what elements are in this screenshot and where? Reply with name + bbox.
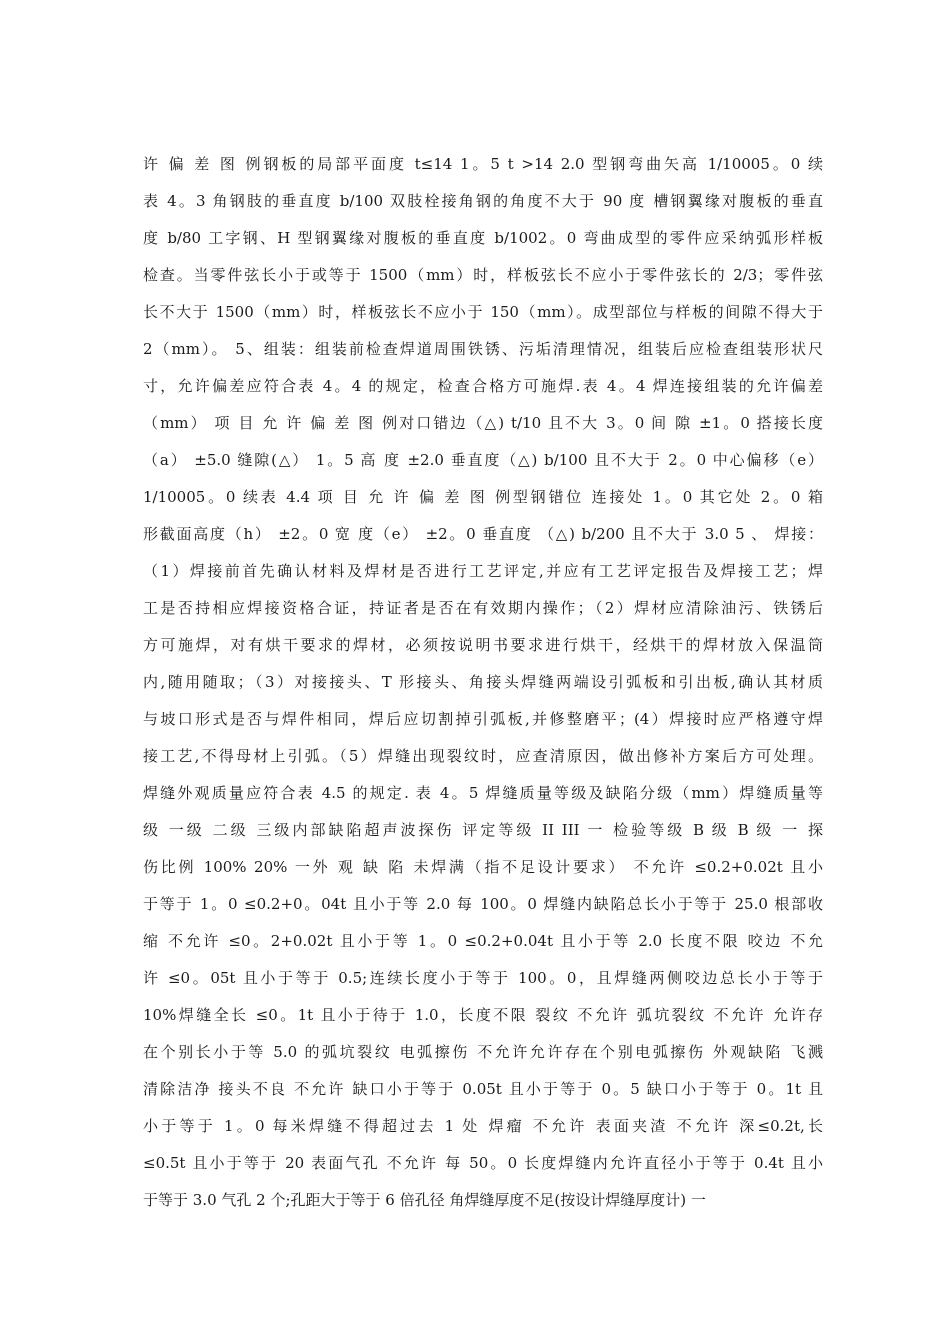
text-line: 与坡口形式是否与焊件相同，焊后应切割掉引弧板,并修整磨平；(4）焊接时应严格遵守焊 <box>143 710 823 728</box>
text-line: 在个别长小于等 5.0 的弧坑裂纹 电弧擦伤 不允许允许存在个别电弧擦伤 外观缺陷 飞溅 <box>143 1043 823 1061</box>
text-line: 工是否持相应焊接资格合证，持证者是否在有效期内操作；（2）焊材应清除油污、铁锈后 <box>143 599 823 617</box>
text-line: （1）焊接前首先确认材料及焊材是否进行工艺评定,并应有工艺评定报告及焊接工艺；焊 <box>143 562 823 580</box>
text-line: 方可施焊，对有烘干要求的焊材，必须按说明书要求进行烘干，经烘干的焊材放入保温筒 <box>143 636 823 654</box>
text-line: 于等于 3.0 气孔 2 个;孔距大于等于 6 倍孔径 角焊缝厚度不足(按设计焊缝厚度计) 一 <box>143 1191 706 1209</box>
text-line: 许 偏 差 图 例钢板的局部平面度 t≤14 1。5 t >14 2.0 型钢弯曲矢高 1/10005。0 续 <box>143 155 823 173</box>
text-line: 检查。当零件弦长小于或等于 1500（mm）时，样板弦长不应小于零件弦长的 2/3；零件弦 <box>143 266 823 284</box>
text-line: 1/10005。0 续表 4.4 项 目 允 许 偏 差 图 例型钢错位 连接处 1。0 其它处 2。0 箱 <box>143 488 823 506</box>
text-line: 级 一级 二级 三级内部缺陷超声波探伤 评定等级 II III 一 检验等级 B 级 B 级 一 探 <box>143 821 823 839</box>
text-line: 许 ≤0。05t 且小于等于 0.5;连续长度小于等于 100。0，且焊缝两侧咬边总长小于等于 <box>143 969 823 987</box>
text-line: 度 b/80 工字钢、H 型钢翼缘对腹板的垂直度 b/1002。0 弯曲成型的零件应采纳弧形样板 <box>143 229 823 247</box>
text-line: ≤0.5t 且小于等于 20 表面气孔 不允许 每 50。0 长度焊缝内允许直径小于等于 0.4t 且小 <box>143 1154 823 1172</box>
text-line: （mm） 项 目 允 许 偏 差 图 例对口错边（△) t/10 且不大 3。0 间 隙 ±1。0 搭接长度 <box>143 414 823 432</box>
text-line: 内,随用随取；（3）对接接头、T 形接头、角接头焊缝两端设引弧板和引出板,确认其材质 <box>143 673 823 691</box>
text-line: 缩 不允许 ≤0。2+0.02t 且小于等 1。0 ≤0.2+0.04t 且小于等 2.0 长度不限 咬边 不允 <box>143 932 823 950</box>
text-line: 10%焊缝全长 ≤0。1t 且小于待于 1.0，长度不限 裂纹 不允许 弧坑裂纹 不允许 允许存 <box>143 1006 823 1024</box>
text-line: 2（mm）。 5、组装：组装前检查焊道周围铁锈、污垢清理情况，组装后应检查组装形状尺 <box>143 340 823 358</box>
text-line: 小于等于 1。0 每米焊缝不得超过去 1 处 焊瘤 不允许 表面夹渣 不允许 深≤0.2t,长 <box>143 1117 823 1135</box>
text-line: 于等于 1。0 ≤0.2+0。04t 且小于等 2.0 每 100。0 焊缝内缺陷总长小于等于 25.0 根部收 <box>143 895 823 913</box>
text-line: （a） ±5.0 缝隙(△） 1。5 高 度 ±2.0 垂直度（△) b/100 且不大于 2。0 中心偏移（e） <box>143 451 823 469</box>
text-line: 表 4。3 角钢肢的垂直度 b/100 双肢栓接角钢的角度不大于 90 度 槽钢翼缘对腹板的垂直 <box>143 192 823 210</box>
text-line: 接工艺,不得母材上引弧。（5）焊缝出现裂纹时，应查清原因，做出修补方案后方可处理。 <box>143 747 823 765</box>
text-line: 伤比例 100% 20% 一外 观 缺 陷 未焊满（指不足设计要求） 不允许 ≤0.2+0.02t 且小 <box>143 858 823 876</box>
text-line: 形截面高度（h） ±2。0 宽 度（e） ±2。0 垂直度 （△) b/200 且不大于 3.0 5 、 焊接： <box>143 525 823 543</box>
text-line: 焊缝外观质量应符合表 4.5 的规定. 表 4。5 焊缝质量等级及缺陷分级（mm）焊缝质量等 <box>143 784 823 802</box>
text-line: 清除洁净 接头不良 不允许 缺口小于等于 0.05t 且小于等于 0。5 缺口小于等于 0。1t 且 <box>143 1080 823 1098</box>
body-text <box>143 146 823 1219</box>
text-line: 寸，允许偏差应符合表 4。4 的规定，检查合格方可施焊.表 4。4 焊连接组装的允许偏差 <box>143 377 823 395</box>
text-line: 长不大于 1500（mm）时，样板弦长不应小于 150（mm）。成型部位与样板的间隙不得大于 <box>143 303 823 321</box>
